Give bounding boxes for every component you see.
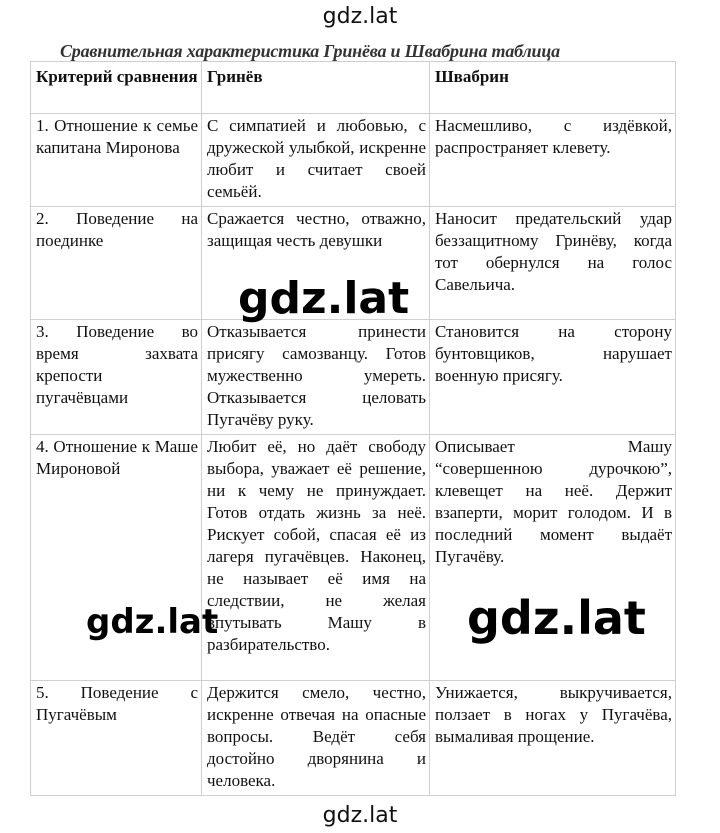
table-row (31, 681, 676, 796)
table-row (31, 114, 676, 207)
shvabrin-cell: Описывает Машу “совершенною дурочкою”, клевещет на неё. Держит взаперти, морит голодом. И в последний момент выдаёт Пугачёву. (430, 435, 676, 681)
criterion-cell: 2. Поведение на поединке (31, 207, 202, 320)
grinev-cell: Отказывается принести присягу самозванцу. Готов мужественно умереть. Отказывается целовать Пугачёву руку. (202, 320, 430, 435)
grinev-cell: С симпатией и любовью, с дружеской улыбкой, искренне любит и считает своей семьёй. (202, 114, 430, 207)
criterion-cell: 1. Отношение к семье капитана Миронова (31, 114, 202, 207)
document-title: Сравнительная характеристика Гринёва и Швабрина таблица (60, 41, 560, 61)
table-row (31, 320, 676, 435)
header-grinev: Гринёв (202, 62, 430, 114)
comparison-table (30, 61, 676, 796)
watermark-top: gdz.lat (322, 4, 398, 29)
header-shvabrin: Швабрин (430, 62, 676, 114)
watermark-bottom: gdz.lat (322, 803, 398, 828)
header-criterion: Критерий сравнения (31, 62, 202, 114)
grinev-cell: Сражается честно, отважно, защищая честь девушки (202, 207, 430, 320)
criterion-cell: 5. Поведение с Пугачёвым (31, 681, 202, 796)
criterion-cell: 3. Поведение во время захвата крепости пугачёвцами (31, 320, 202, 435)
grinev-cell: Любит её, но даёт свободу выбора, уважает её решение, ни к чему не принуждает. Готов отдать жизнь за неё. Рискует собой, спасая её из лагеря пугачёвцев. Наконец, не называет её имя на следствии, не желая впутывать Машу в разбирательство. (202, 435, 430, 681)
shvabrin-cell: Унижается, выкручивается, ползает в ногах у Пугачёва, вымаливая прощение. (430, 681, 676, 796)
criterion-cell: 4. Отношение к Маше Мироновой (31, 435, 202, 681)
shvabrin-cell: Наносит предательский удар беззащитному Гринёву, когда тот обернулся на голос Савельича. (430, 207, 676, 320)
shvabrin-cell: Насмешливо, с издёвкой, распространяет клевету. (430, 114, 676, 207)
table-header-row (31, 62, 676, 114)
watermark-overlay: gdz.lat (467, 591, 646, 645)
watermark-overlay: gdz.lat (86, 602, 219, 642)
grinev-cell: Держится смело, честно, искренне отвечая на опасные вопросы. Ведёт себя достойно дворянина и человека. (202, 681, 430, 796)
watermark-overlay: gdz.lat (238, 273, 410, 324)
shvabrin-cell: Становится на сторону бунтовщиков, нарушает военную присягу. (430, 320, 676, 435)
